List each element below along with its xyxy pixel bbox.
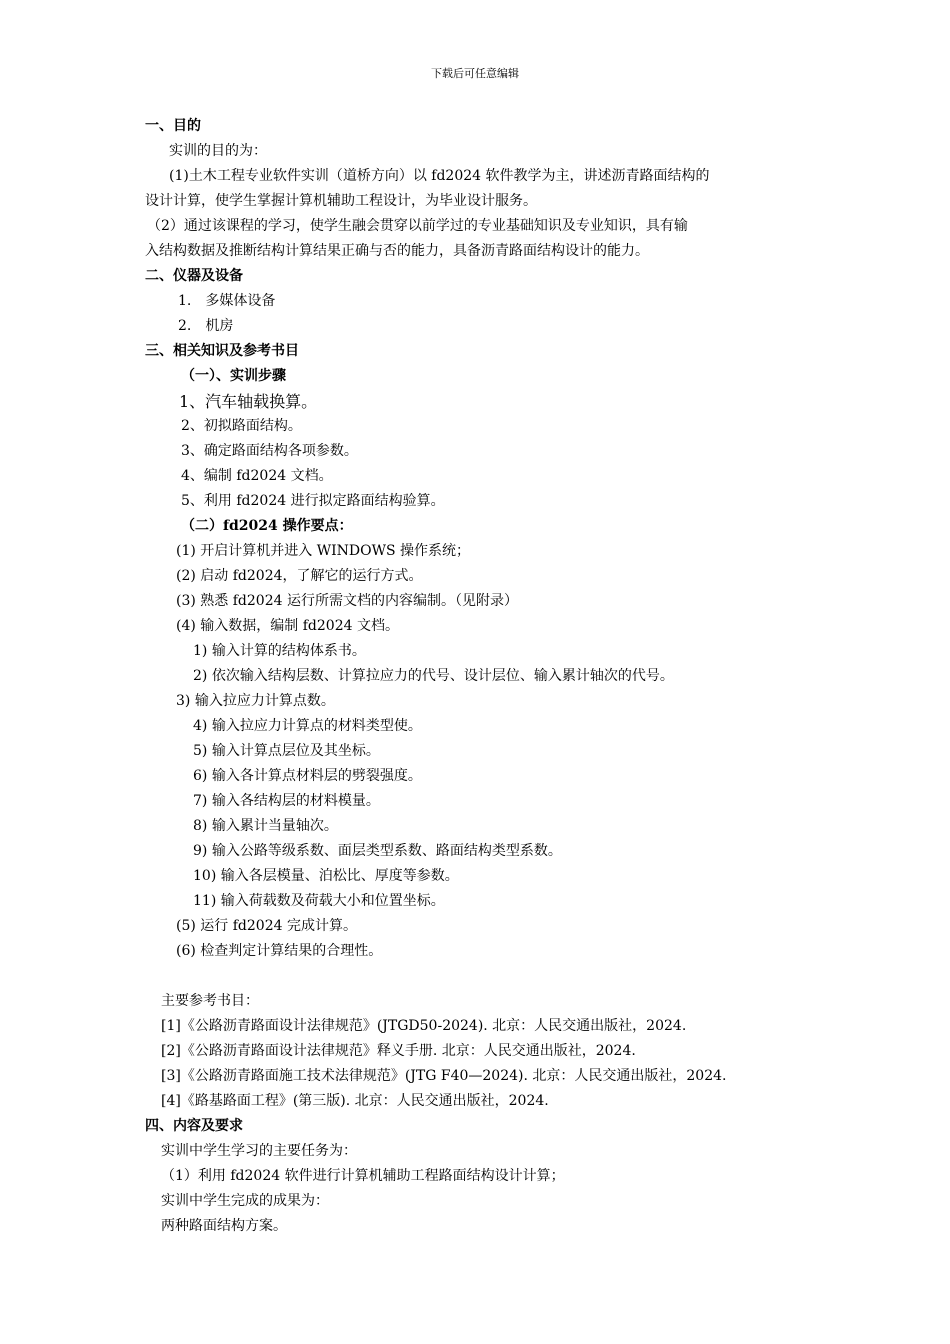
sub-operation-item: 9) 输入公路等级系数、面层类型系数、路面结构类型系数。 (193, 843, 562, 859)
section-heading-purpose: 一、目的 (145, 118, 201, 134)
sub-operation-item: 6) 输入各计算点材料层的劈裂强度。 (193, 768, 422, 784)
section-heading-content: 四、内容及要求 (145, 1118, 243, 1134)
sub-operation-item: 10) 输入各层模量、泊松比、厚度等参数。 (193, 868, 459, 884)
section-heading-knowledge: 三、相关知识及参考书目 (145, 343, 299, 359)
sub-operation-item: 2) 依次输入结构层数、计算拉应力的代号、设计层位、输入累计轴次的代号。 (193, 668, 674, 684)
reference-item: [4]《路基路面工程》(第三版). 北京：人民交通出版社，2024. (161, 1093, 549, 1109)
purpose-paragraph-1-line-2: 设计计算，使学生掌握计算机辅助工程设计，为毕业设计服务。 (145, 193, 537, 209)
reference-item: [2]《公路沥青路面设计法律规范》释义手册. 北京：人民交通出版社，2024. (161, 1043, 636, 1059)
references-heading: 主要参考书目： (161, 993, 259, 1009)
step-item: 1、汽车轴载换算。 (179, 392, 318, 411)
content-line: 两种路面结构方案。 (161, 1218, 287, 1234)
step-item: 4、编制 fd2024 文档。 (181, 468, 333, 484)
equipment-item: 1. 多媒体设备 (178, 293, 276, 309)
sub-operation-item: 4) 输入拉应力计算点的材料类型使。 (193, 718, 422, 734)
sub-operation-item: 7) 输入各结构层的材料模量。 (193, 793, 380, 809)
sub-operation-item: 3) 输入拉应力计算点数。 (176, 693, 335, 709)
blank-line (145, 964, 810, 989)
purpose-paragraph-2-line-2: 入结构数据及推断结构计算结果正确与否的能力，具备沥青路面结构设计的能力。 (145, 243, 649, 259)
document-body (145, 114, 810, 1239)
content-line: 实训中学生完成的成果为： (161, 1193, 329, 1209)
operation-item: (2) 启动 fd2024，了解它的运行方式。 (176, 568, 423, 584)
purpose-intro: 实训的目的为： (169, 143, 267, 159)
equipment-item: 2. 机房 (178, 318, 234, 334)
reference-item: [1]《公路沥青路面设计法律规范》(JTGD50-2024). 北京：人民交通出版社，2024. (161, 1018, 687, 1034)
content-line: （1）利用 fd2024 软件进行计算机辅助工程路面结构设计计算； (161, 1168, 565, 1184)
page-header: 下载后可任意编辑 (431, 67, 519, 80)
purpose-paragraph-1-line-1: (1)土木工程专业软件实训（道桥方向）以 fd2024 软件教学为主，讲述沥青路面结构的 (169, 168, 710, 184)
operation-item: (1) 开启计算机并进入 WINDOWS 操作系统； (176, 543, 471, 559)
sub-operation-item: 11) 输入荷载数及荷载大小和位置坐标。 (193, 893, 445, 909)
content-line: 实训中学生学习的主要任务为： (161, 1143, 357, 1159)
subsection-heading-steps: （一）、实训步骤 (181, 368, 286, 384)
sub-operation-item: 8) 输入累计当量轴次。 (193, 818, 338, 834)
sub-operation-item: 1) 输入计算的结构体系书。 (193, 643, 366, 659)
step-item: 2、初拟路面结构。 (181, 418, 302, 434)
operation-item: (3) 熟悉 fd2024 运行所需文档的内容编制。（见附录） (176, 593, 518, 609)
subsection-heading-operations: （二）fd2024 操作要点： (181, 518, 353, 534)
operation-item: (5) 运行 fd2024 完成计算。 (176, 918, 357, 934)
purpose-paragraph-2-line-1: （2）通过该课程的学习，使学生融会贯穿以前学过的专业基础知识及专业知识，具有输 (147, 218, 688, 234)
operation-item: (6) 检查判定计算结果的合理性。 (176, 943, 383, 959)
section-heading-equipment: 二、仪器及设备 (145, 268, 243, 284)
reference-item: [3]《公路沥青路面施工技术法律规范》(JTG F40—2024). 北京：人民交通出版社，2024. (161, 1068, 727, 1084)
step-item: 5、利用 fd2024 进行拟定路面结构验算。 (181, 493, 445, 509)
operation-item: (4) 输入数据，编制 fd2024 文档。 (176, 618, 399, 634)
sub-operation-item: 5) 输入计算点层位及其坐标。 (193, 743, 380, 759)
step-item: 3、确定路面结构各项参数。 (181, 443, 358, 459)
